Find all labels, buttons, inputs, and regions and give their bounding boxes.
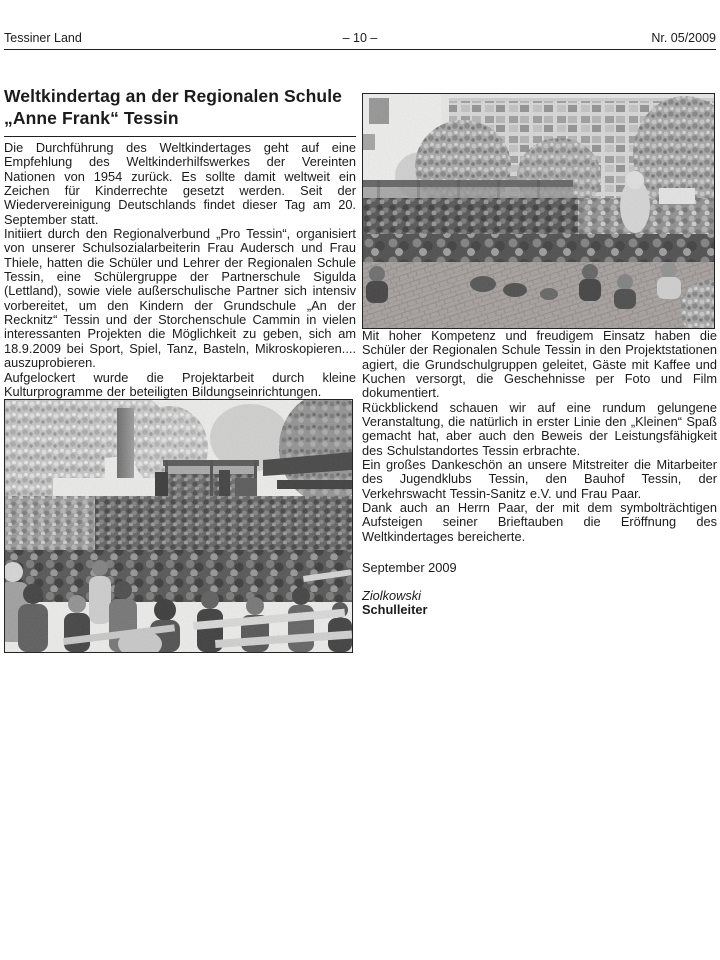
header-page-number: – 10 – [342,31,378,45]
festival-crowd-photo [4,399,353,653]
article-title-line2: „Anne Frank“ Tessin [4,107,179,128]
article-paragraph: Aufgelockert wurde die Projektarbeit durch kleine Kulturprogramme der beteiligten Bildungseinrichtungen. [4,369,356,399]
article-title-line1: Weltkindertag an der Regionalen Schule [4,86,342,106]
header-publication: Tessiner Land [4,31,82,45]
left-column [4,86,356,653]
article-paragraph: Die Durchführung des Weltkindertages geht auf eine Empfehlung des Weltkinderhilfswerkes der Vereinten Nationen von 1954 zurück. Es sollte damit weltweit ein Zeichen für Kinderrechte gesetzt werden. Seit der Wiedervereinigung Deutschlands findet dieser Tag am 20. September statt. [4,140,356,227]
article-signature-role: Schulleiter [362,601,428,617]
article-paragraph: Dank auch an Herrn Paar, der mit dem symbolträchtigen Aufsteigen seiner Brieftauben die Eröffnung des Weltkindertages bereicherte. [362,500,717,544]
article-paragraph: Rückblickend schauen wir auf eine rundum gelungene Veranstaltung, die natürlich in erster Linie den „Kleinen“ Spaß gemacht hat, aber auch den Beweis der Leistungsfähigkeit des Schulstandortes Tessin erbrachte. [362,399,717,458]
article-signature: Ziolkowski [362,587,422,603]
schoolyard-audience-photo [362,93,715,329]
page-header [4,31,716,50]
article-paragraph: Ein großes Dankeschön an unsere Mitstreiter die Mitarbeiter des Jugendklubs Tessin, den Bauhof Tessin, der Verkehrswacht Tessin-Sanitz e.V. und Frau Paar. [362,457,717,501]
header-issue-number: Nr. 05/2009 [651,31,716,45]
article-date: September 2009 [362,560,457,576]
article-paragraph: Initiiert durch den Regionalverbund „Pro Tessin“, organisiert von unserer Schulsozialarbeiterin Frau Audersch und Frau Thiele, hatten die Schüler und Lehrer der Regionalen Schule Tessin, eine Schülergruppe der Partnerschule Sigulda (Lettland), sowie viele außerschulische Partner sich intensiv vorbereitet, um den Kindern der Grundschule „An der Recknitz“ Tessin und der Storchenschule Cammin in vielen interessanten Projekten die Möglichkeit zu geben, sich am 18.9.2009 bei Sport, Spiel, Tanz, Basteln, Mikroskopieren.... auszuprobieren. [4,226,356,371]
festival-crowd-photo-image [5,400,352,652]
article-title [4,86,356,137]
article-paragraph: Mit hoher Kompetenz und freudigem Einsatz haben die Schüler der Regionalen Schule Tessin in den Projektstationen agiert, die Grundschulgruppen geleitet, Gäste mit Kaffee und Kuchen versorgt, die Geschehnisse per Foto und Film dokumentiert. [362,328,717,401]
right-column [362,93,717,617]
schoolyard-audience-photo-image [363,94,714,328]
